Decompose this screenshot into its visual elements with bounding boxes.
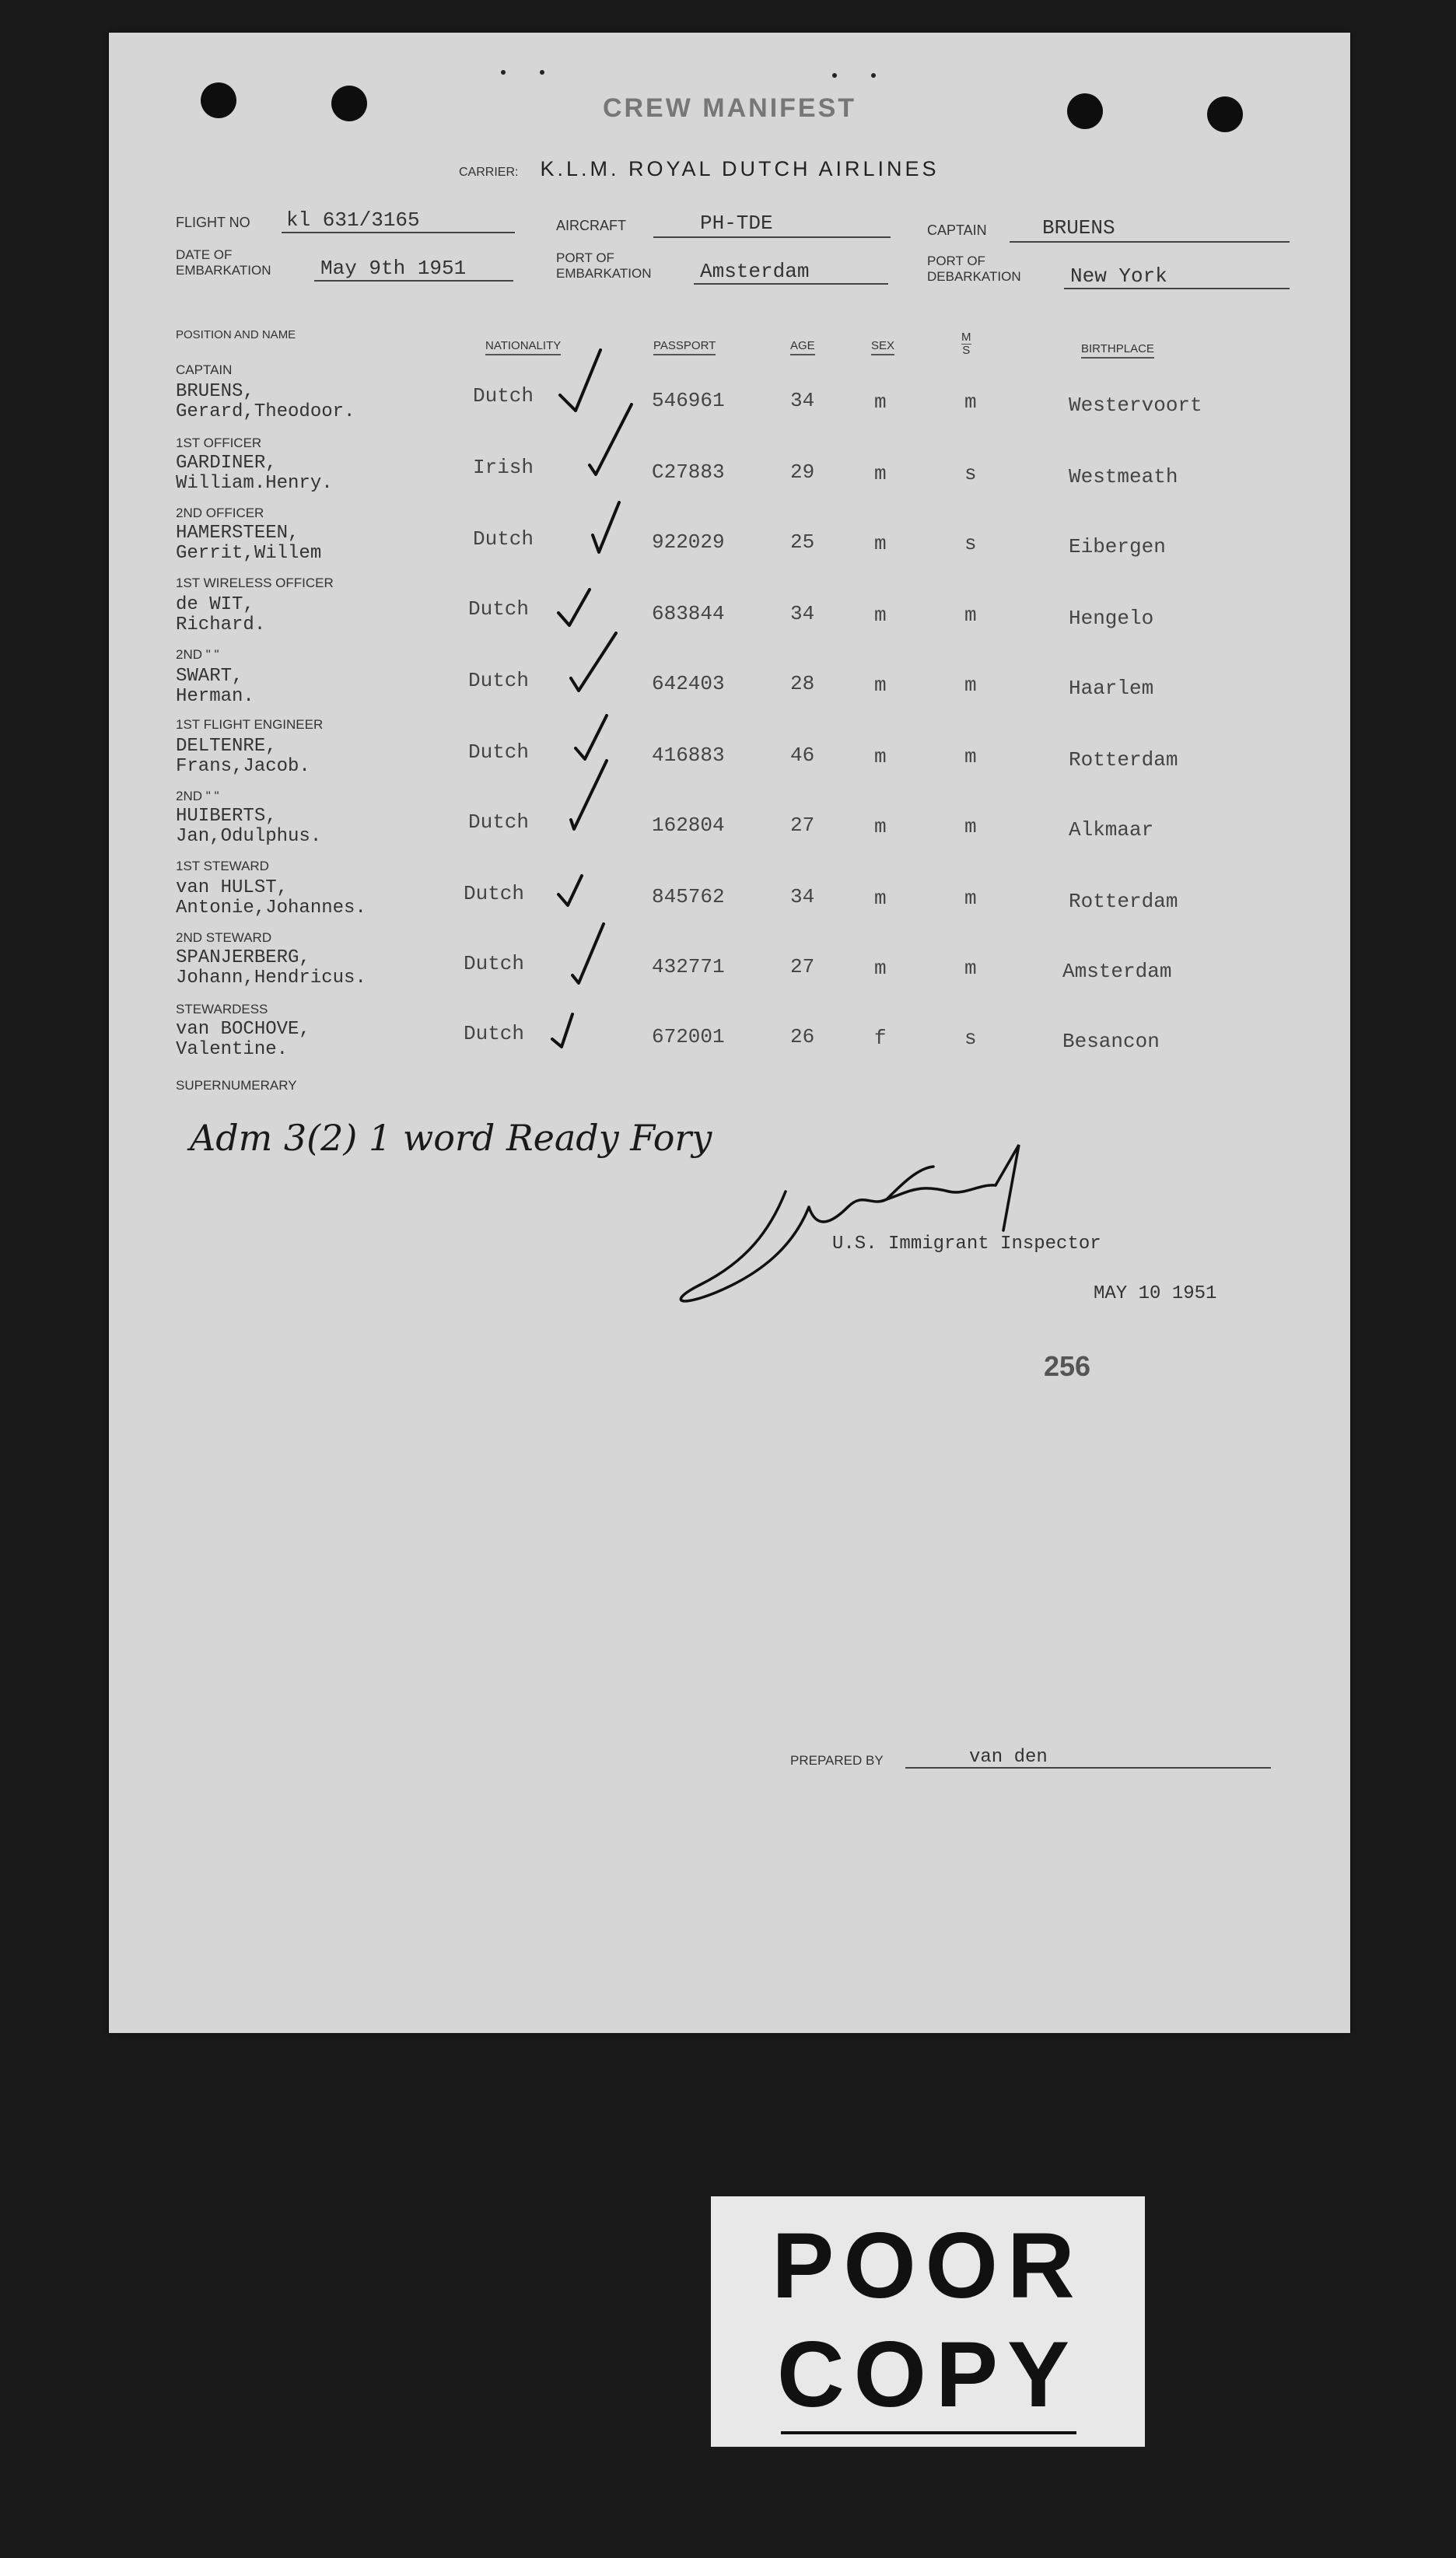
crew-marital: s: [964, 1027, 977, 1050]
crew-marital: m: [964, 887, 977, 910]
poor-copy-card: [711, 2196, 1145, 2447]
flight-value: kl 631/3165: [286, 208, 420, 232]
check-mark-icon: [558, 876, 582, 905]
date-stamp: MAY 10 1951: [1094, 1283, 1217, 1304]
crew-birthplace: Hengelo: [1069, 607, 1154, 630]
check-mark-icon: [558, 590, 590, 625]
poor-copy-line1: POOR: [772, 2213, 1084, 2318]
crew-nationality: Dutch: [468, 740, 530, 764]
crew-position: 1ST STEWARD: [176, 859, 269, 873]
crew-sex: m: [874, 462, 887, 485]
crew-sex: m: [874, 745, 887, 768]
check-mark-icon: [571, 761, 607, 829]
crew-sex: m: [874, 674, 887, 697]
crew-passport: 672001: [652, 1025, 725, 1048]
crew-given-names: Herman.: [176, 686, 254, 707]
crew-birthplace: Alkmaar: [1069, 818, 1154, 842]
crew-nationality: Dutch: [473, 384, 534, 408]
carrier-label: CARRIER:: [459, 166, 519, 179]
crew-surname: van BOCHOVE,: [176, 1019, 310, 1040]
crew-passport: 845762: [652, 885, 725, 908]
crew-position: 1ST FLIGHT ENGINEER: [176, 717, 324, 732]
manifest-sheet: [109, 33, 1350, 2033]
check-mark-icon: [552, 1014, 572, 1047]
crew-given-names: Jan,Odulphus.: [176, 826, 322, 847]
crew-sex: m: [874, 532, 887, 555]
crew-birthplace: Eibergen: [1069, 535, 1166, 558]
crew-surname: de WIT,: [176, 594, 254, 615]
crew-nationality: Dutch: [464, 952, 525, 975]
port-embarkation-value: Amsterdam: [700, 260, 810, 283]
inspector-stamp: U.S. Immigrant Inspector: [832, 1234, 1101, 1255]
page-number: 256: [1044, 1350, 1091, 1382]
underline: [781, 2431, 1076, 2434]
crew-surname: SPANJERBERG,: [176, 947, 310, 968]
check-mark-icon: [560, 350, 600, 411]
check-mark-icon: [593, 502, 619, 552]
prepared-by-label: PREPARED BY: [790, 1753, 884, 1768]
crew-sex: m: [874, 957, 887, 980]
crew-sex: m: [874, 887, 887, 910]
crew-age: 34: [790, 885, 815, 908]
crew-surname: HUIBERTS,: [176, 806, 277, 827]
underline: [905, 1767, 1271, 1769]
crew-age: 29: [790, 460, 815, 484]
col-position: POSITION AND NAME: [176, 328, 296, 341]
crew-passport: 416883: [652, 744, 725, 767]
crew-sex: f: [874, 1027, 887, 1050]
date-label-line2: EMBARKATION: [176, 263, 271, 278]
crew-passport: 546961: [652, 389, 725, 412]
col-sex: SEX: [871, 339, 894, 355]
crew-passport: 432771: [652, 955, 725, 978]
crew-position: 1ST WIRELESS OFFICER: [176, 576, 334, 590]
crew-nationality: Dutch: [473, 527, 534, 551]
check-mark-icon: [576, 716, 607, 759]
crew-position: 2ND OFFICER: [176, 506, 264, 520]
crew-marital: m: [964, 390, 977, 414]
crew-age: 25: [790, 530, 815, 554]
check-mark-icon: [590, 404, 632, 474]
crew-given-names: Valentine.: [176, 1039, 289, 1060]
crew-marital: m: [964, 674, 977, 697]
port-emb-label-line1: PORT OF: [556, 250, 614, 265]
crew-position: STEWARDESS: [176, 1002, 268, 1017]
crew-position: 2ND " ": [176, 789, 219, 803]
crew-birthplace: Rotterdam: [1069, 748, 1178, 772]
check-mark-icon: [572, 924, 604, 983]
carrier-value: K.L.M. ROYAL DUTCH AIRLINES: [540, 157, 940, 180]
col-marital-top: M: [961, 331, 971, 344]
col-age: AGE: [790, 339, 815, 355]
crew-given-names: Frans,Jacob.: [176, 756, 310, 777]
crew-surname: DELTENRE,: [176, 736, 277, 757]
crew-passport: 683844: [652, 602, 725, 625]
flight-label: FLIGHT NO: [176, 215, 250, 230]
crew-position: 2ND " ": [176, 647, 219, 662]
crew-given-names: Gerrit,Willem: [176, 543, 322, 564]
col-nationality: NATIONALITY: [485, 339, 561, 355]
check-marks: [109, 33, 1350, 1122]
crew-position: CAPTAIN: [176, 362, 233, 377]
crew-age: 26: [790, 1025, 815, 1048]
crew-given-names: Antonie,Johannes.: [176, 898, 366, 919]
crew-marital: m: [964, 604, 977, 627]
crew-position: 1ST OFFICER: [176, 436, 262, 450]
col-birthplace: BIRTHPLACE: [1081, 342, 1154, 359]
crew-surname: GARDINER,: [176, 453, 277, 474]
crew-given-names: Johann,Hendricus.: [176, 968, 366, 989]
col-marital-bottom: S: [962, 344, 971, 357]
captain-label: CAPTAIN: [927, 222, 987, 238]
crew-marital: m: [964, 957, 977, 980]
crew-given-names: Richard.: [176, 614, 266, 635]
crew-sex: m: [874, 390, 887, 414]
crew-given-names: Gerard,Theodoor.: [176, 401, 355, 422]
crew-birthplace: Westervoort: [1069, 394, 1202, 417]
crew-surname: HAMERSTEEN,: [176, 523, 299, 544]
crew-passport: 922029: [652, 530, 725, 554]
aircraft-value: PH-TDE: [700, 212, 773, 235]
prepared-by-value: van den: [969, 1747, 1048, 1768]
crew-marital: m: [964, 745, 977, 768]
crew-surname: BRUENS,: [176, 381, 254, 402]
date-label-line1: DATE OF: [176, 247, 233, 262]
crew-birthplace: Haarlem: [1069, 677, 1154, 700]
crew-birthplace: Besancon: [1062, 1030, 1160, 1053]
crew-marital: m: [964, 815, 977, 838]
crew-age: 27: [790, 814, 815, 837]
crew-marital: s: [964, 462, 977, 485]
crew-age: 27: [790, 955, 815, 978]
aircraft-label: AIRCRAFT: [556, 218, 626, 233]
page-title: CREW MANIFEST: [602, 93, 857, 123]
crew-age: 34: [790, 389, 815, 412]
crew-nationality: Dutch: [468, 810, 530, 834]
crew-birthplace: Westmeath: [1069, 465, 1178, 488]
port-deb-label-line2: DEBARKATION: [927, 269, 1021, 284]
col-passport: PASSPORT: [653, 339, 716, 355]
crew-given-names: William.Henry.: [176, 473, 333, 494]
captain-value: BRUENS: [1042, 216, 1115, 240]
crew-sex: m: [874, 604, 887, 627]
crew-birthplace: Amsterdam: [1062, 960, 1172, 983]
port-emb-label-line2: EMBARKATION: [556, 266, 652, 281]
crew-marital: s: [964, 532, 977, 555]
crew-passport: 642403: [652, 672, 725, 695]
crew-age: 34: [790, 602, 815, 625]
crew-surname: van HULST,: [176, 877, 289, 898]
poor-copy-line2: COPY: [776, 2322, 1080, 2427]
crew-age: 28: [790, 672, 815, 695]
crew-surname: SWART,: [176, 666, 243, 687]
crew-nationality: Dutch: [468, 669, 530, 692]
crew-age: 46: [790, 744, 815, 767]
port-deb-label-line1: PORT OF: [927, 254, 985, 268]
crew-position: 2ND STEWARD: [176, 930, 272, 945]
check-mark-icon: [571, 633, 616, 691]
supernumerary-label: SUPERNUMERARY: [176, 1078, 297, 1093]
crew-birthplace: Rotterdam: [1069, 890, 1178, 913]
crew-sex: m: [874, 815, 887, 838]
crew-nationality: Dutch: [468, 597, 530, 621]
crew-nationality: Dutch: [464, 882, 525, 905]
port-debarkation-value: New York: [1070, 264, 1167, 288]
crew-passport: C27883: [652, 460, 725, 484]
date-value: May 9th 1951: [320, 257, 467, 280]
crew-passport: 162804: [652, 814, 725, 837]
crew-nationality: Dutch: [464, 1022, 525, 1045]
crew-nationality: Irish: [473, 456, 534, 479]
handwritten-note: Adm 3(2) 1 word Ready Fory: [190, 1117, 712, 1159]
